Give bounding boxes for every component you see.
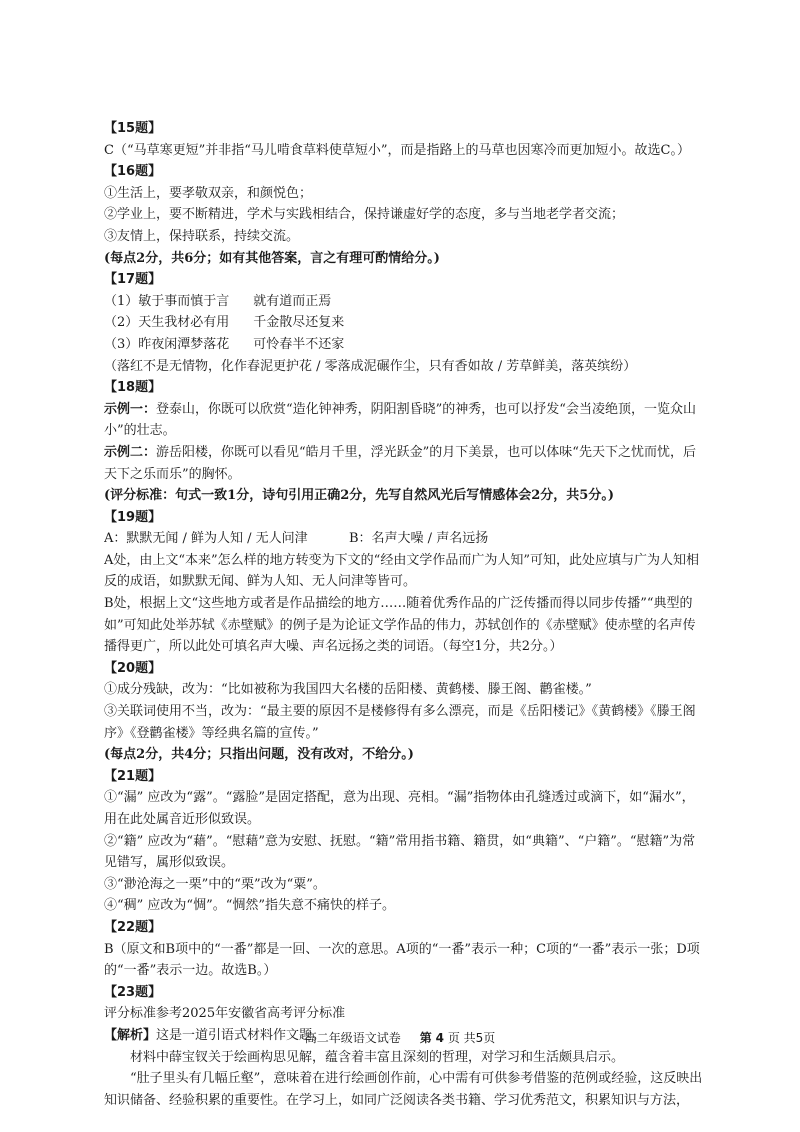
q16-point-1: ①生活上，要孝敬双亲，和颜悦色； <box>104 185 313 201</box>
footer-page-unit: 页 <box>447 1031 460 1045</box>
q23-analysis-label: 【解析】 <box>104 1027 157 1043</box>
q18-example-2-text: 游岳阳楼，你既可以看见“皓月千里，浮光跃金”的月下美景，也可以体味“先天下之忧而忧，后天下之乐而乐”的胸怀。 <box>104 444 696 482</box>
q17-item-3 <box>104 334 704 356</box>
q15-heading: 【15题】 <box>104 121 162 136</box>
q21-item-2: ②“籍” 应改为“藉”。“慰藉”意为安慰、抚慰。“籍”常用指书籍、籍贯，如“典籍”、“户籍”。“慰籍”为常见错写，属形似致误。 <box>104 833 696 871</box>
q18-example-1 <box>104 399 704 442</box>
footer-page-number: 4 <box>435 1031 444 1045</box>
q17-heading: 【17题】 <box>104 272 162 288</box>
q18-example-2-label: 示例二： <box>104 444 157 460</box>
q22-heading: 【22题】 <box>104 919 162 935</box>
page-footer <box>0 1029 800 1046</box>
q19-answer: A：默默无闻 / 鲜为人知 / 无人问津 B：名声大噪 / 声名远扬 <box>104 531 489 547</box>
q18-scoring: (评分标准：句式一致1分，诗句引用正确2分，先写自然风光后写情感体会2分，共5分。) <box>104 488 614 504</box>
q21-heading: 【21题】 <box>104 768 162 784</box>
q19-heading: 【19题】 <box>104 509 162 525</box>
q20-heading: 【20题】 <box>104 660 162 676</box>
q20-item-3: ③关联词使用不当，改为：“最主要的原因不是楼修得有多么漂亮，而是《岳阳楼记》《黄鹤楼》《滕王阁序》《登鹳雀楼》等经典名篇的宣传。” <box>104 704 696 741</box>
q16-heading: 【16题】 <box>104 164 162 180</box>
q19-explain-a: A处，由上文“本来”怎么样的地方转变为下文的“经由文学作品而广为人知”可知，此处应填与广为人知相反的成语，如默默无闻、鲜为人知、无人问津等皆可。 <box>104 552 699 590</box>
q21-item-3: ③“渺沧海之一栗”中的“栗”改为“粟”。 <box>104 876 326 892</box>
q23-paragraph-1: 材料中薛宝钗关于绘画构思见解，蕴含着丰富且深刻的哲理，对学习和生活颇具启示。 <box>130 1049 625 1065</box>
q23-analysis-text: 这是一道引语式材料作文题。 <box>156 1027 326 1043</box>
q17-item-1 <box>104 291 704 313</box>
q18-heading: 【18题】 <box>104 380 162 396</box>
q17-item-1-a: （1）敏于事而慎于言 <box>104 293 230 309</box>
q17-item-2-b: 千金散尽还复来 <box>253 315 345 331</box>
q17-note: （落红不是无情物，化作春泥更护花 / 零落成泥碾作尘，只有香如故 / 芳草鲜美，落英缤纷） <box>104 358 637 374</box>
q22-answer: B（原文和B项中的“一番”都是一回、一次的意思。A项的“一番”表示一种；C项的“一番”表示一张；D项的“一番”表示一边。故选B。） <box>104 941 700 979</box>
q18-example-1-label: 示例一： <box>104 401 157 417</box>
q16-point-2: ②学业上，要不断精进，学术与实践相结合，保持谦虚好学的态度，多与当地老学者交流； <box>104 207 625 223</box>
footer-page-label: 第 <box>419 1031 432 1045</box>
q21-item-4: ④“稠” 应改为“惆”。“惆然”指失意不痛快的样子。 <box>104 898 396 914</box>
q23-heading: 【23题】 <box>104 984 162 1000</box>
q20-item-1: ①成分残缺，改为：“比如被称为我国四大名楼的岳阳楼、黄鹤楼、滕王阁、鹳雀楼。” <box>104 682 592 698</box>
answer-content <box>104 118 704 1111</box>
q16-point-3: ③友情上，保持联系，持续交流。 <box>104 228 300 244</box>
q20-scoring: (每点2分，共4分；只指出问题，没有改对，不给分。) <box>104 747 414 763</box>
q17-item-2 <box>104 312 704 334</box>
q18-example-1-text: 登泰山，你既可以欣赏“造化钟神秀，阴阳割昏晓”的神秀，也可以抒发“会当凌绝顶，一览众山小”的壮志。 <box>104 401 696 439</box>
q17-item-3-b: 可怜春半不还家 <box>253 336 345 352</box>
q17-item-2-a: （2）天生我材必有用 <box>104 315 230 331</box>
q19-explain-b: B处，根据上文“这些地方或者是作品描绘的地方……随着优秀作品的广泛传播而得以同步传播”“典型的如”可知此处举苏轼《赤壁赋》的例子是为论证文学作品的伟力，苏轼创作的《赤壁赋》使赤壁的名声传播得更广，所以此处可填名声大噪、声名远扬之类的词语。（每空1分，共2分。） <box>104 596 696 655</box>
q15-answer: C（“马草寒更短”并非指“马儿啃食草料使草短小”，而是指路上的马草也因寒冷而更加短小。故选C。） <box>104 142 690 158</box>
footer-exam-title: 高二年级语文试卷 <box>304 1031 401 1045</box>
footer-total-pages: 共5页 <box>463 1031 496 1045</box>
q23-standard: 评分标准参考2025年安徽省高考评分标准 <box>104 1006 346 1022</box>
q17-item-3-a: （3）昨夜闲潭梦落花 <box>104 336 230 352</box>
q21-item-1: ①“漏” 应改为“露”。“露脸”是固定搭配，意为出现、亮相。“漏”指物体由孔缝透过或滴下，如“漏水”，用在此处属音近形似致误。 <box>104 790 695 827</box>
q18-example-2 <box>104 442 704 485</box>
q17-item-1-b: 就有道而正焉 <box>253 293 332 309</box>
q16-scoring: (每点2分，共6分；如有其他答案，言之有理可酌情给分。) <box>104 250 440 266</box>
q23-paragraph-2: “肚子里头有几幅丘壑”，意味着在进行绘画创作前，心中需有可供参考借鉴的范例或经验，这反映出知识储备、经验积累的重要性。在学习上，如同广泛阅读各类书籍、学习优秀范文，积累知识与方法， <box>104 1071 703 1108</box>
